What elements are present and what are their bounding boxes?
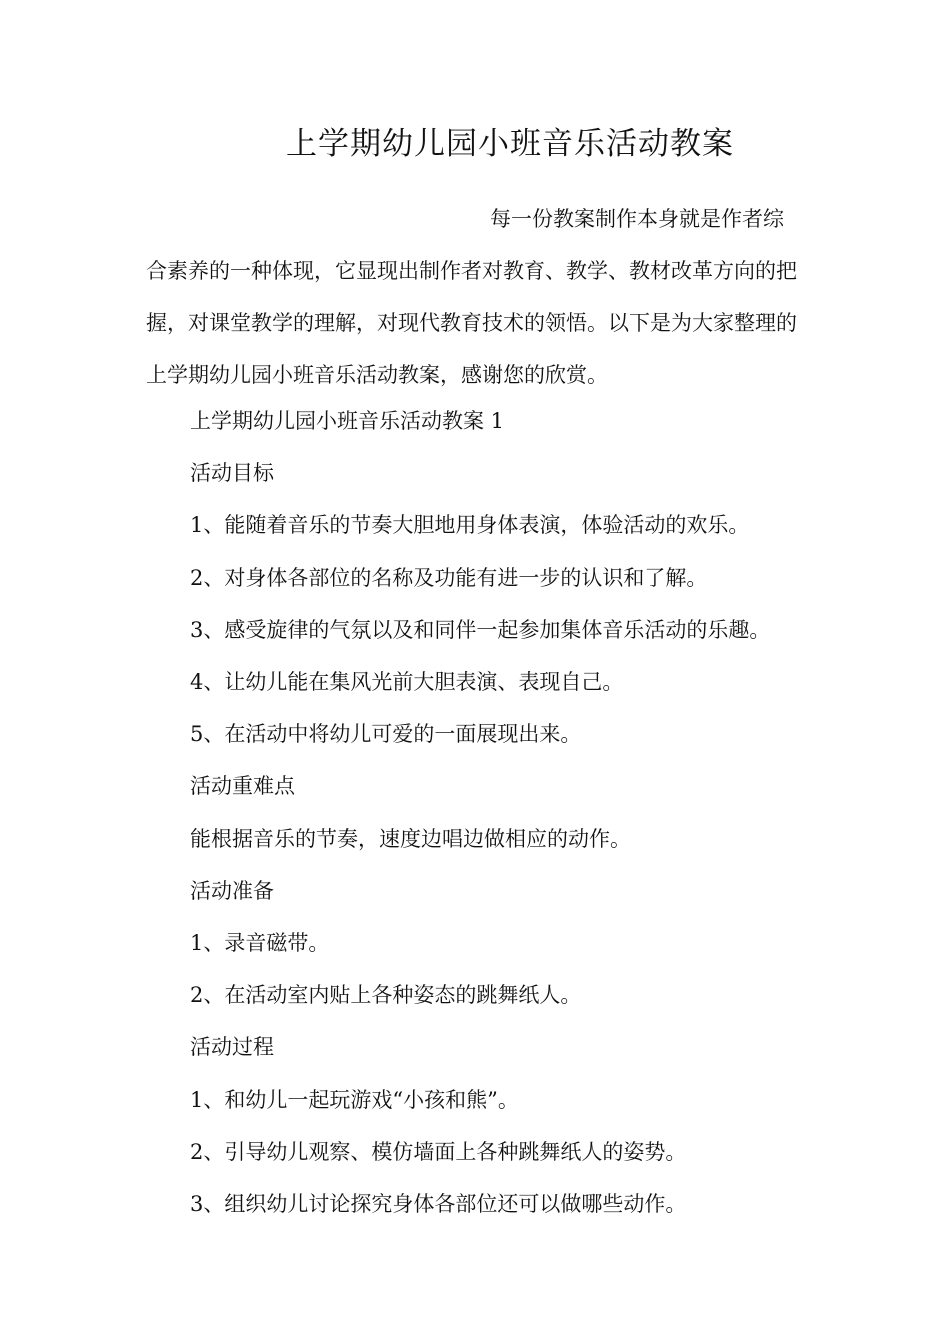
paragraph: 能根据音乐的节奏，速度边唱边做相应的动作。 — [190, 826, 631, 851]
goal-item: 4、让幼儿能在集风光前大胆表演、表现自己。 — [190, 670, 624, 695]
goal-item: 1、能随着音乐的节奏大胆地用身体表演，体验活动的欢乐。 — [190, 513, 750, 538]
process-item: 2、引导幼儿观察、模仿墙面上各种跳舞纸人的姿势。 — [190, 1139, 687, 1164]
goal-item: 5、在活动中将幼儿可爱的一面展现出来。 — [190, 722, 582, 747]
intro-first-line: 每一份教案制作本身就是作者综 — [490, 207, 784, 231]
subheading-key-points: 活动重难点 — [190, 774, 295, 799]
process-item: 3、组织幼儿讨论探究身体各部位还可以做哪些动作。 — [190, 1192, 687, 1217]
document-title: 上学期幼儿园小班音乐活动教案 — [286, 126, 734, 162]
subheading-preparation: 活动准备 — [190, 878, 274, 903]
intro-body: 合素养的一种体现，它显现出制作者对教育、教学、教材改革方向的把握，对课堂教学的理解，对现代教育技术的领悟。以下是为大家整理的上学期幼儿园小班音乐活动教案，感谢您的欣赏。 — [146, 259, 797, 387]
subheading-process: 活动过程 — [190, 1035, 274, 1060]
subheading-goals: 活动目标 — [190, 461, 274, 486]
process-item: 1、和幼儿一起玩游戏“小孩和熊”。 — [190, 1087, 519, 1112]
section-heading: 上学期幼儿园小班音乐活动教案 1 — [190, 409, 505, 433]
preparation-item: 2、在活动室内贴上各种姿态的跳舞纸人。 — [190, 983, 582, 1008]
goal-item: 2、对身体各部位的名称及功能有进一步的认识和了解。 — [190, 565, 708, 590]
goal-item: 3、感受旋律的气氛以及和同伴一起参加集体音乐活动的乐趣。 — [190, 617, 771, 642]
content-lines — [190, 395, 870, 1230]
intro-paragraph — [146, 193, 808, 401]
preparation-item: 1、录音磁带。 — [190, 931, 330, 956]
